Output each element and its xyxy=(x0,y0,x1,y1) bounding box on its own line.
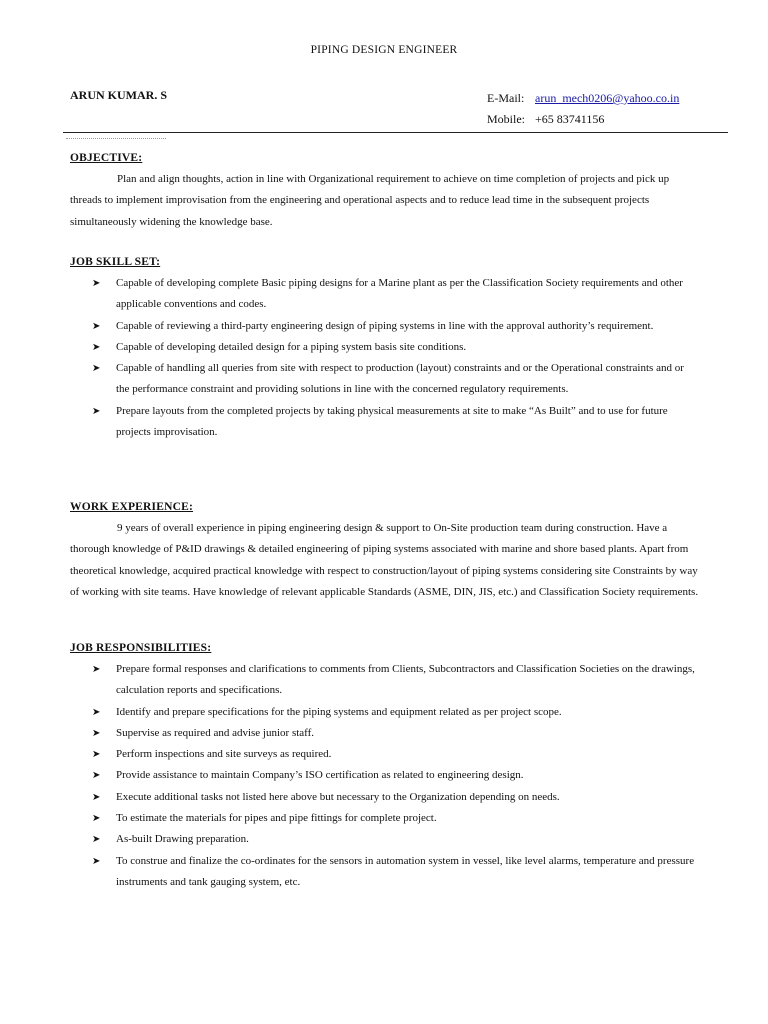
skills-list xyxy=(70,273,700,443)
list-item xyxy=(70,787,700,808)
arrowhead-bullet-icon: ➤ xyxy=(92,363,101,375)
list-item-text: Capable of developing detailed design for a piping system basis site conditions. xyxy=(116,340,467,353)
list-item-text: Prepare layouts from the completed projects by taking physical measurements at site to make “As Built” and to use for future projects improvisation. xyxy=(116,404,668,439)
contact-block xyxy=(487,88,679,130)
list-item-text: Provide assistance to maintain Company’s ISO certification as related to engineering design. xyxy=(116,769,524,782)
list-item-text: Identify and prepare specifications for the piping systems and equipment related as per project scope. xyxy=(116,705,562,718)
responsibilities-section xyxy=(70,640,700,893)
arrowhead-bullet-icon: ➤ xyxy=(92,341,101,353)
mobile-row xyxy=(487,109,679,130)
experience-section xyxy=(70,499,700,603)
arrowhead-bullet-icon: ➤ xyxy=(92,791,101,803)
list-item xyxy=(70,851,700,894)
arrowhead-bullet-icon: ➤ xyxy=(92,706,101,718)
list-item-text: Execute additional tasks not listed here above but necessary to the Organization depending on needs. xyxy=(116,790,560,803)
mobile-number: +65 83741156 xyxy=(535,112,605,126)
experience-heading: WORK EXPERIENCE: xyxy=(70,501,194,513)
list-item-text: Prepare formal responses and clarifications to comments from Clients, Subcontractors and Classification Societies on the drawings, calculation reports and specifications. xyxy=(116,663,695,697)
responsibilities-heading: JOB RESPONSIBILITIES: xyxy=(70,642,212,654)
list-item-text: To estimate the materials for pipes and pipe fittings for complete project. xyxy=(116,812,437,825)
list-item xyxy=(70,358,700,401)
objective-section xyxy=(70,150,700,233)
candidate-name: ARUN KUMAR. S xyxy=(70,88,167,102)
email-link[interactable]: arun_mech0206@yahoo.co.in xyxy=(535,91,680,105)
header-divider-dots xyxy=(66,138,166,139)
list-item xyxy=(70,273,700,316)
skills-section xyxy=(70,254,700,443)
list-item-text: Capable of reviewing a third-party engineering design of piping systems in line with the approval authority’s requirement. xyxy=(116,319,654,332)
list-item xyxy=(70,659,700,702)
arrowhead-bullet-icon: ➤ xyxy=(92,834,101,846)
arrowhead-bullet-icon: ➤ xyxy=(92,855,101,867)
header-divider xyxy=(63,132,728,133)
list-item xyxy=(70,337,700,358)
list-item-text: Capable of developing complete Basic piping designs for a Marine plant as per the Classification Society requirements and other applicable conventions and codes. xyxy=(116,277,683,311)
list-item xyxy=(70,702,700,723)
list-item xyxy=(70,808,700,829)
document-title: PIPING DESIGN ENGINEER xyxy=(310,44,458,56)
list-item-text: As-built Drawing preparation. xyxy=(116,833,249,846)
email-row xyxy=(487,88,679,109)
list-item-text: To construe and finalize the co-ordinates for the sensors in automation system in vessel, like level alarms, temperature and pressure instruments and tank gauging system, etc. xyxy=(116,854,695,888)
experience-text: 9 years of overall experience in piping engineering design & support to On-Site production team during construction. Have a thorough knowledge of P&ID drawings & detailed engineering of piping systems associated with marine and shore based plants. Apart from theoretical knowledge, acquired practical knowledge with respect to construction/layout of piping systems considering site Constraints by way of working with site teams. Have knowledge of relevant applicable Standards (ASME, DIN, JIS, etc.) and Classification Society requirements. xyxy=(70,522,699,598)
list-item xyxy=(70,765,700,786)
list-item xyxy=(70,723,700,744)
list-item-text: Capable of handling all queries from site with respect to production (layout) constraints and or the Operational constraints and or the performance constraint and providing solutions in line with the concerned regulatory requirements. xyxy=(116,362,684,396)
list-item xyxy=(70,401,700,444)
objective-text: Plan and align thoughts, action in line with Organizational requirement to achieve on time completion of projects and pick up threads to implement improvisation from the engineering and operational aspects and to reduce lead time in the subsequent projects simultaneously widening the knowledge base. xyxy=(70,173,670,228)
list-item xyxy=(70,316,700,337)
arrowhead-bullet-icon: ➤ xyxy=(92,749,101,761)
email-label: E-Mail: xyxy=(487,91,525,105)
list-item xyxy=(70,829,700,850)
list-item-text: Supervise as required and advise junior staff. xyxy=(116,726,315,739)
arrowhead-bullet-icon: ➤ xyxy=(92,813,101,825)
arrowhead-bullet-icon: ➤ xyxy=(92,278,101,289)
objective-heading: OBJECTIVE: xyxy=(70,152,143,164)
arrowhead-bullet-icon: ➤ xyxy=(92,405,101,417)
skills-heading: JOB SKILL SET: xyxy=(70,256,161,268)
arrowhead-bullet-icon: ➤ xyxy=(92,664,101,675)
arrowhead-bullet-icon: ➤ xyxy=(92,320,101,332)
responsibilities-list xyxy=(70,659,700,893)
list-item-text: Perform inspections and site surveys as required. xyxy=(116,748,332,761)
arrowhead-bullet-icon: ➤ xyxy=(92,770,101,782)
mobile-label: Mobile: xyxy=(487,112,525,126)
list-item xyxy=(70,744,700,765)
arrowhead-bullet-icon: ➤ xyxy=(92,727,101,739)
